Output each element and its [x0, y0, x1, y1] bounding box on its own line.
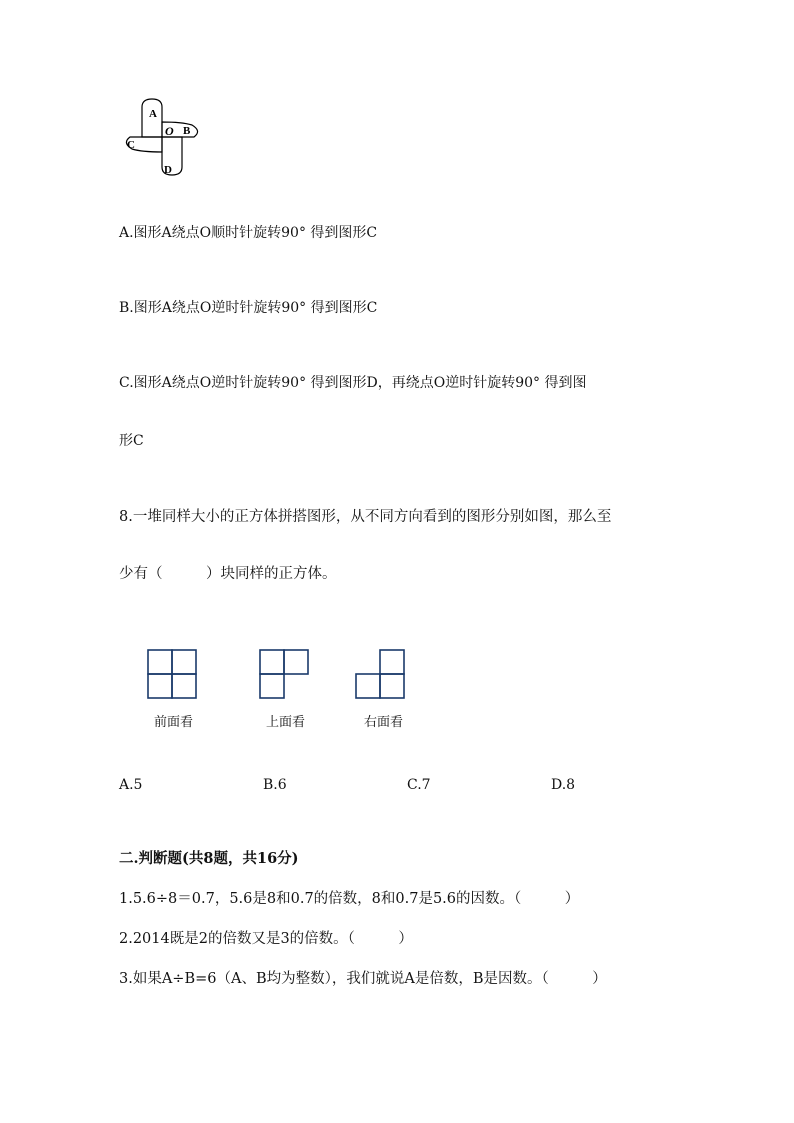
front-view — [146, 648, 202, 700]
judge-item-3: 3.如果A÷B=6（A、B均为整数），我们就说A是倍数，B是因数。（ ） — [119, 971, 607, 987]
right-view-label: 右面看 — [364, 715, 404, 730]
front-view-label: 前面看 — [154, 715, 194, 730]
q8-option-d: D.8 — [551, 777, 576, 793]
rotation-figure — [112, 95, 212, 185]
section-title: 二.判断题(共8题，共16分) — [119, 850, 299, 867]
judge-item-2: 2.2014既是2的倍数又是3的倍数。（ ） — [119, 931, 413, 947]
q7-option-b: B.图形A绕点O逆时针旋转90° 得到图形C — [119, 300, 378, 316]
q8-text-line2: 少有（ ）块同样的正方体。 — [119, 566, 337, 582]
q8-option-a: A.5 — [119, 777, 143, 793]
label-c: C — [127, 139, 135, 151]
top-view-label: 上面看 — [266, 715, 306, 730]
q8-option-b: B.6 — [263, 777, 287, 793]
label-b: B — [183, 125, 191, 137]
q7-option-c-line1: C.图形A绕点O逆时针旋转90° 得到图形D，再绕点O逆时针旋转90° 得到图 — [119, 375, 587, 391]
q7-option-c-line2: 形C — [119, 433, 144, 449]
label-o: O — [165, 124, 174, 138]
judge-item-1: 1.5.6÷8＝0.7，5.6是8和0.7的倍数，8和0.7是5.6的因数。（ ） — [119, 891, 580, 907]
right-view — [354, 648, 410, 700]
label-d: D — [164, 164, 172, 176]
label-a: A — [149, 108, 157, 120]
q8-option-c: C.7 — [407, 777, 431, 793]
top-view — [258, 648, 314, 700]
q8-text-line1: 8.一堆同样大小的正方体拼搭图形，从不同方向看到的图形分别如图，那么至 — [119, 509, 612, 525]
q7-option-a: A.图形A绕点O顺时针旋转90° 得到图形C — [119, 225, 378, 241]
